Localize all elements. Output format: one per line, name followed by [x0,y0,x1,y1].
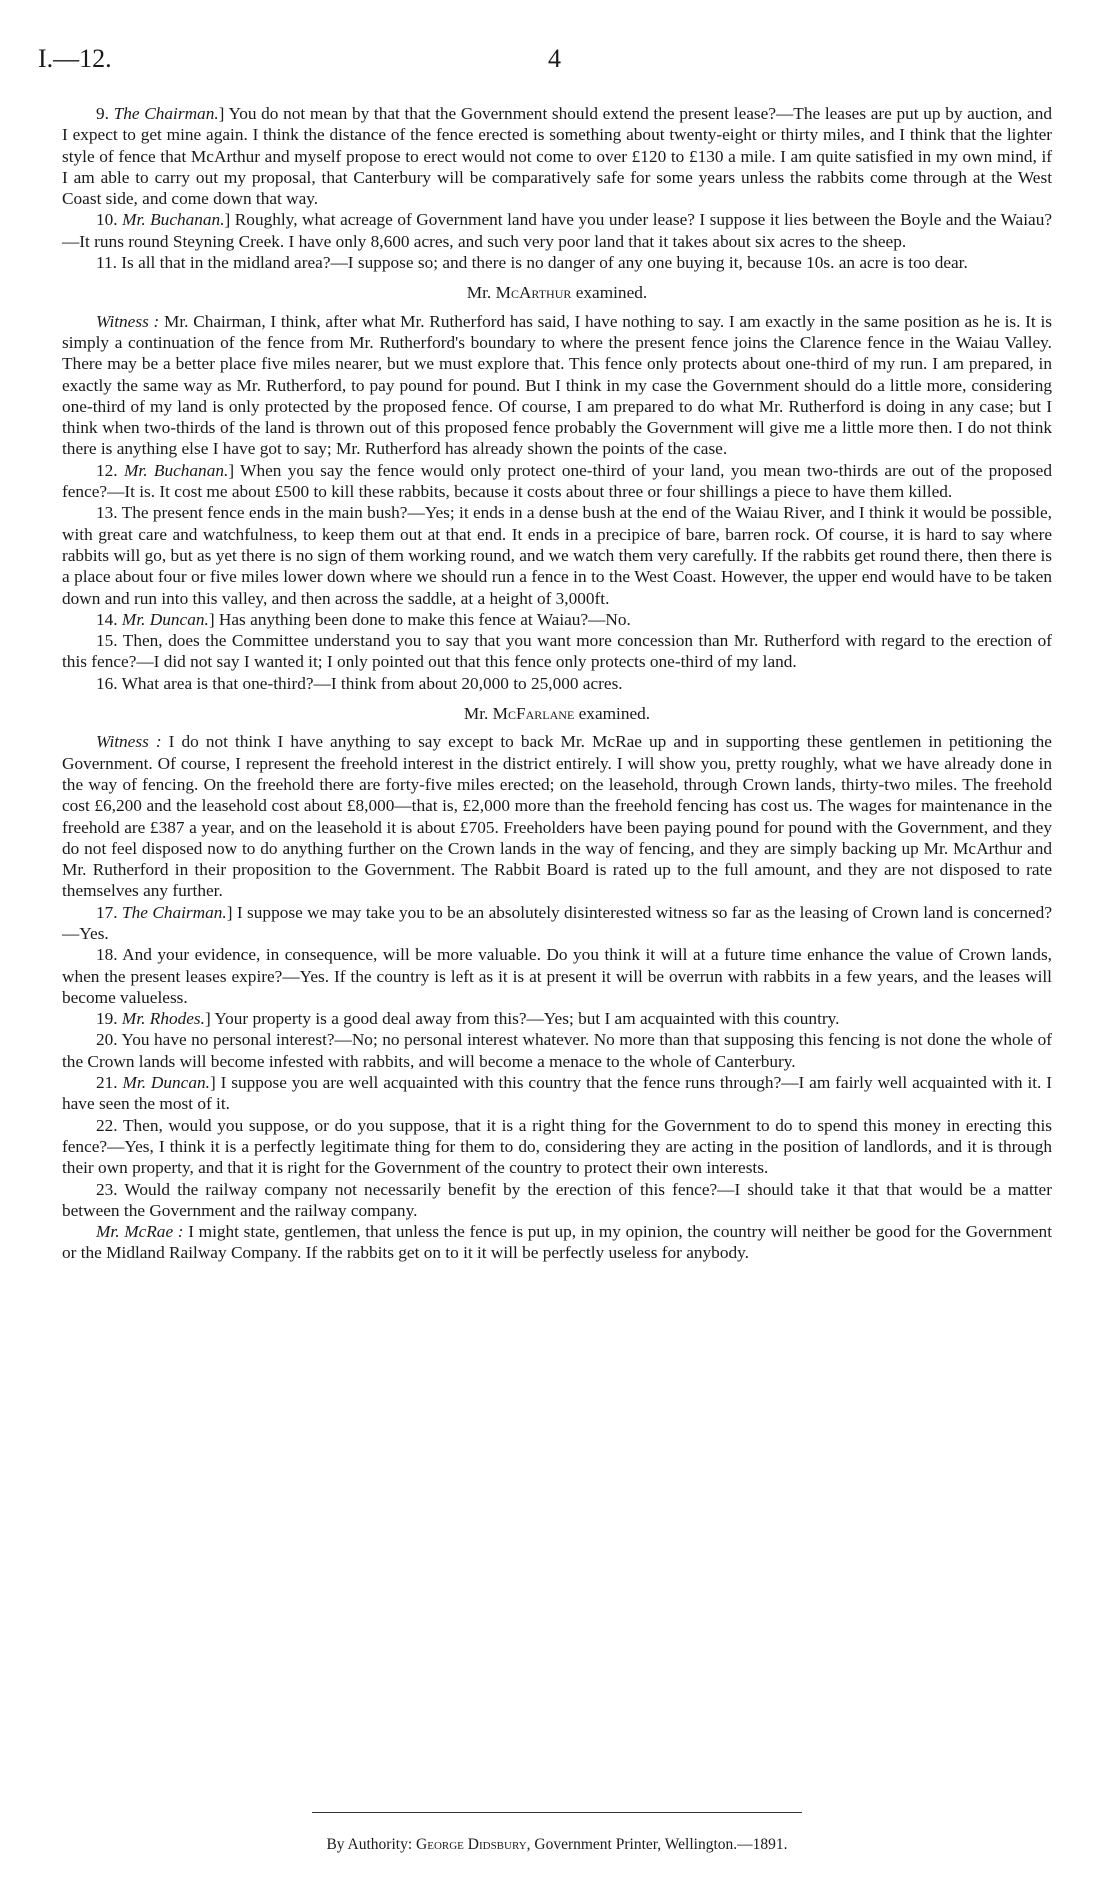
speaker-name: Mr. Rhodes. [121,1009,205,1029]
paragraph-text: ] I suppose you are well acquainted with this country that the fence runs through?—I am fairly well acquainted with it. I have seen the most of it. [62,1073,1053,1114]
speaker-name: Mr. Duncan. [122,1073,210,1093]
section-mcarthur [62,311,1052,694]
paragraph [62,209,1052,252]
speaker-name: The Chairman. [122,902,227,922]
paragraph [62,609,1052,630]
witness-name: McFarlane [492,704,575,724]
heading-suffix: examined. [574,704,651,724]
question-number: 10. [96,210,123,230]
paragraph-text: 13. The present fence ends in the main bush?—Yes; it ends in a dense bush at the end of the Waiau River, and I think it would be possible, with great care and watchfulness, to keep them out at that end. It ends in a precipice of bare, barren rock. Of course, it is hard to say where rabbits will go, but as yet there is no sign of them working round, and we watch them very carefully. If the rabbits get round there, then there is a place about four or five miles lower down where we should run a fence in to the West Coast. However, the upper end would have to be taken down and run into this valley, and then across the saddle, at a height of 3,000ft. [62,503,1052,608]
question-number: 17. [96,902,122,922]
paragraph [62,1029,1052,1072]
paragraph-text: ] I suppose we may take you to be an absolutely disinterested witness so far as the leasing of Crown land is concerned?—Yes. [62,902,1052,943]
section-mcfarlane [62,731,1052,1263]
document-body [62,103,1052,1264]
printer-name: George Didsbury [416,1836,527,1853]
speaker-name: Mr. Buchanan. [122,210,225,230]
paragraph-text: 22. Then, would you suppose, or do you suppose, that it is a right thing for the Government to do to spend this money in erecting this fence?—Yes, I think it is a perfectly legitimate thing for them to do, considering they are acting in the position of landlords, and it is through their own property, and that it is right for the Government of the country to protect their own interests. [62,1115,1052,1178]
paragraph-text: 18. And your evidence, in consequence, will be more valuable. Do you think it will at a future time enhance the value of Crown lands, when the present leases expire?—Yes. If the country is left as it is at present it will be overrun with rabbits in a few years, and the leases will become valueless. [62,945,1052,1007]
paragraph-text: ] Has anything been done to make this fence at Waiau?—No. [208,609,631,629]
paragraph [62,311,1052,460]
footer-rule [312,1812,802,1813]
paragraph [62,103,1052,209]
imprint-prefix: By Authority: [326,1836,417,1853]
paragraph-text: I do not think I have anything to say except to back Mr. McRae up and in supporting these gentlemen in petitioning the Government. Of course, I represent the freehold interest in the district entirely. I will show you, pretty roughly, what we have already done in the way of fencing. On the freehold there are forty-five miles erected; on the leasehold, through Crown lands, thirty-two miles. The freehold cost £6,200 and the leasehold cost about £8,000—that is, £2,000 more than the freehold fencing has cost us. The wages for maintenance in the freehold are £387 a year, and on the leasehold it is about £705. Freeholders have been paying pound for pound with the Government, and they do not feel disposed now to do anything further on the Crown lands in the way of fencing, and they are simply backing up Mr. McArthur and Mr. Rutherford in their proposition to the Government. The Rabbit Board is rated up to the full amount, and they are not disposed to rate themselves any further. [62,732,1052,901]
paragraph-text: Mr. Chairman, I think, after what Mr. Rutherford has said, I have nothing to say. I am exactly in the same position as he is. It is simply a continuation of the fence from Mr. Rutherford's boundary to where the present fence joins the Clarence fence in the Waiau Valley. There may be a better place five miles nearer, but we must explore that. This fence only protects about one-third of my run. I am prepared, in exactly the same way as Mr. Rutherford, to pay pound for pound. But I think in my case the Government should do a little more, considering one-third of my land is only protected by the proposed fence. Of course, I am prepared to do what Mr. Rutherford is doing in any case; but I think when two-thirds of the land is thrown out of this proposed fence probably the Government will give me a little more then. I do not think there is anything else I have got to say; Mr. Rutherford has already shown the points of the case. [62,311,1052,459]
paragraph [62,902,1052,945]
speaker-name: Mr. McRae : [96,1222,184,1242]
speaker-name: The Chairman. [113,104,219,123]
imprint-suffix: , Government Printer, Wellington.—1891. [526,1836,788,1853]
question-number: 12. [96,460,124,480]
heading-mcarthur-examined [62,282,1052,303]
paragraph [62,1008,1052,1029]
paragraph [62,502,1052,608]
question-number: 19. [96,1009,122,1029]
speaker-name: Witness : [96,311,160,331]
question-number: 14. [96,609,122,629]
witness-name: McArthur [495,283,572,303]
paragraph-text: 11. Is all that in the midland area?—I suppose so; and there is no danger of any one buying it, because 10s. an acre is too dear. [96,253,968,273]
heading-mcfarlane-examined [62,703,1052,724]
page-number: 4 [548,44,561,73]
paragraph [62,944,1052,1008]
printer-imprint [0,1836,1114,1854]
paragraph-text: ] Your property is a good deal away from this?—Yes; but I am acquainted with this country. [204,1009,840,1029]
paragraph-text: ] When you say the fence would only protect one-third of your land, you mean two-thirds are out of the proposed fence?—It is. It cost me about £500 to kill these rabbits, because it costs about three or four shillings a piece to have them killed. [62,460,1052,502]
paragraph [62,630,1052,673]
heading-prefix: Mr. [463,704,493,724]
question-number: 9. [96,104,114,123]
speaker-name: Mr. Duncan. [121,609,209,629]
heading-suffix: examined. [571,283,648,303]
speaker-name: Witness : [96,732,162,752]
paragraph [62,1115,1052,1179]
paragraph [62,460,1052,503]
report-reference: I.—12. [38,44,112,73]
paragraph [62,1072,1052,1115]
paragraph-text: 20. You have no personal interest?—No; no personal interest whatever. No more than that supposing this fencing is not done the whole of the Crown lands will become infested with rabbits, and will become a menace to the whole of Canterbury. [62,1030,1052,1071]
paragraph-text: 23. Would the railway company not necessarily benefit by the erection of this fence?—I should take it that that would be a matter between the Government and the railway company. [62,1179,1052,1220]
paragraph [62,1221,1052,1264]
section-rutherford-continued [62,103,1052,273]
paragraph [62,1179,1052,1222]
paragraph-text: ] You do not mean by that that the Government should extend the present lease?—The leases are put up by auction, and I expect to get mine again. I think the distance of the fence erected is something about twenty-eight or thirty miles, and I think that the lighter style of fence that McArthur and myself propose to erect would not come to over £120 to £130 a mile. I am quite satisfied in my own mind, if I am able to carry out my proposal, that Canterbury will be comparatively safe for some years unless the rabbits come through at the West Coast side, and come down that way. [62,104,1052,209]
paragraph-text: 16. What area is that one-third?—I think from about 20,000 to 25,000 acres. [96,673,623,693]
heading-prefix: Mr. [466,283,496,303]
paragraph-text: ] Roughly, what acreage of Government land have you under lease? I suppose it lies between the Boyle and the Waiau?—It runs round Steyning Creek. I have only 8,600 acres, and such very poor land that it takes about six acres to the sheep. [62,210,1052,251]
speaker-name: Mr. Buchanan. [124,460,229,480]
paragraph [62,252,1052,273]
question-number: 21. [96,1073,123,1093]
paragraph-text: 15. Then, does the Committee understand you to say that you want more concession than Mr. Rutherford with regard to the erection of this fence?—I did not say I wanted it; I only pointed out that this fence only protects one-third of my land. [62,631,1052,672]
paragraph [62,673,1052,694]
paragraph-text: I might state, gentlemen, that unless the fence is put up, in my opinion, the country will neither be good for the Government or the Midland Railway Company. If the rabbits get on to it it will be perfectly useless for anybody. [62,1222,1052,1263]
paragraph [62,731,1052,901]
